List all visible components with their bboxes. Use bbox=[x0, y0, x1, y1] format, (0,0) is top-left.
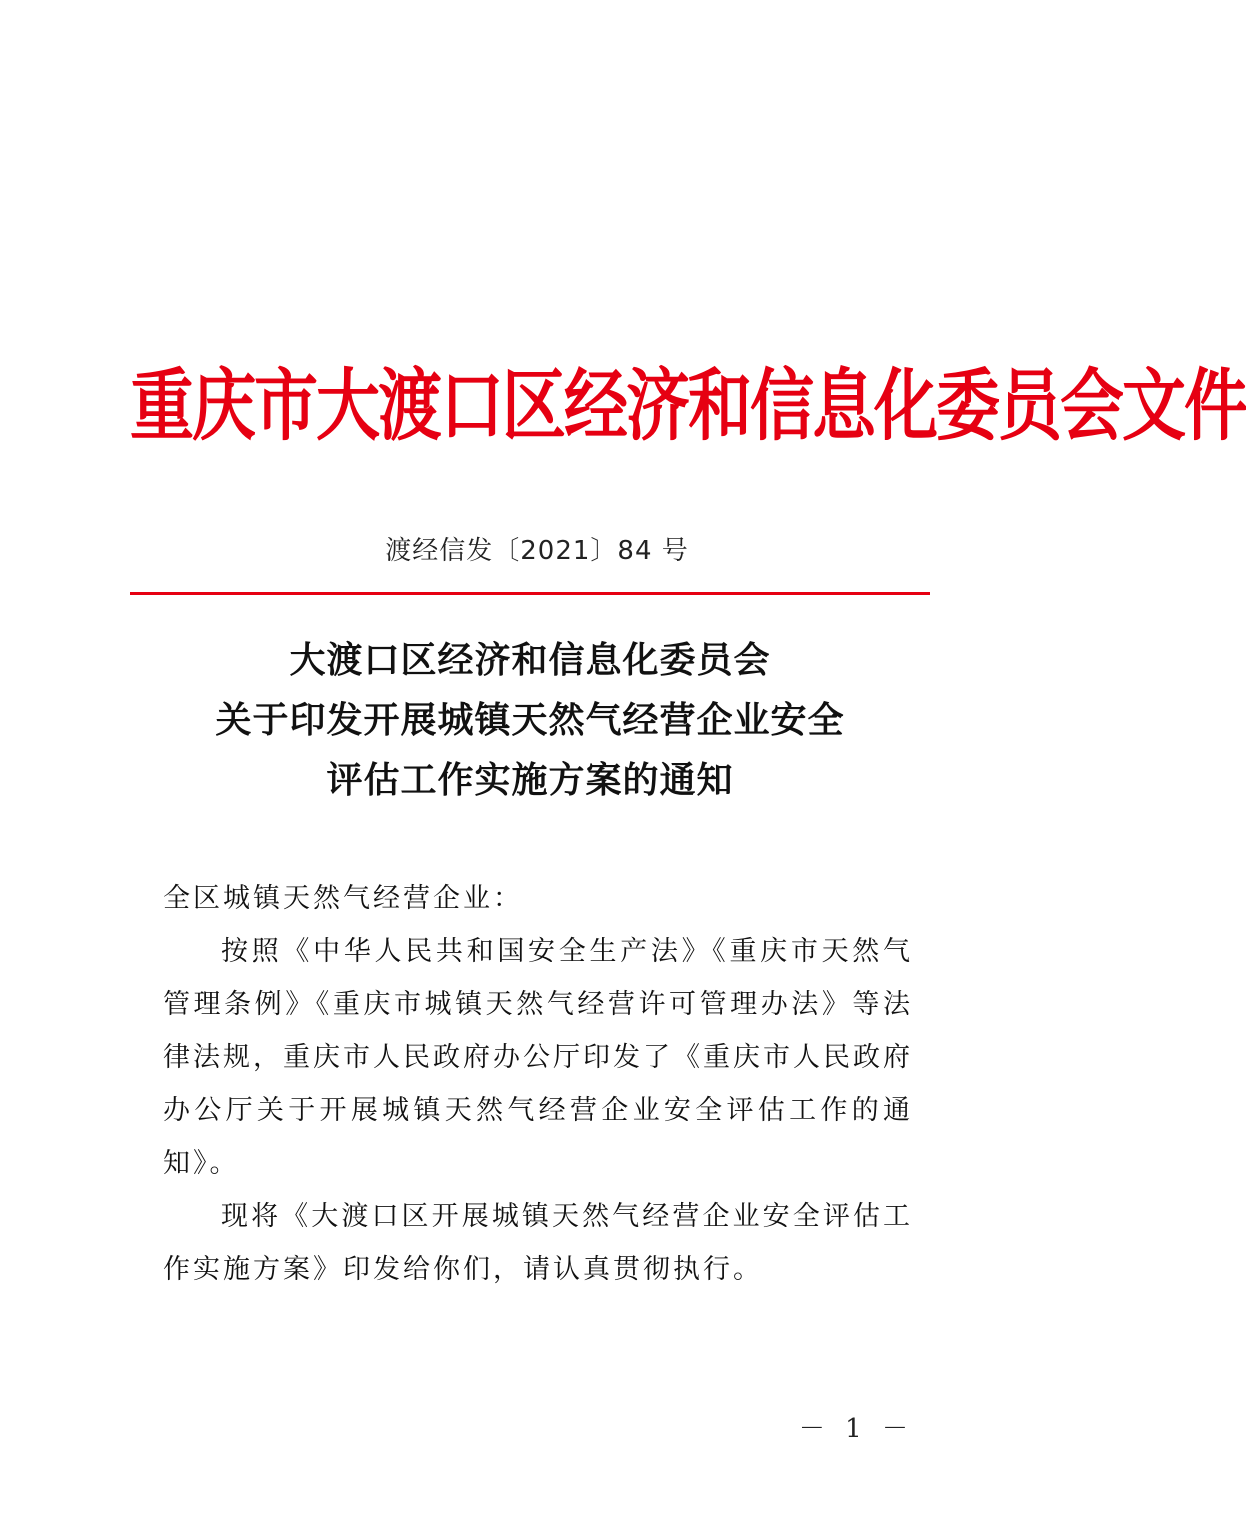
salutation: 全区城镇天然气经营企业： bbox=[163, 883, 523, 914]
body-paragraph-1: 按照《中华人民共和国安全生产法》《重庆市天然气管理条例》《重庆市城镇天然气经营许可管理办法》等法律法规，重庆市人民政府办公厅印发了《重庆市人民政府办公厅关于开展城镇天然气经营企业安全评估工作的通知》。 bbox=[163, 936, 913, 1179]
body-paragraph-2: 现将《大渡口区开展城镇天然气经营企业安全评估工作实施方案》印发给你们，请认真贯彻执行。 bbox=[163, 1201, 913, 1285]
title-line-3: 评估工作实施方案的通知 bbox=[326, 759, 734, 801]
page-number: － 1 － bbox=[798, 1414, 914, 1444]
red-divider-line bbox=[130, 592, 930, 595]
notice-body bbox=[163, 872, 913, 1296]
title-line-2: 关于印发开展城镇天然气经营企业安全 bbox=[215, 699, 845, 741]
notice-title bbox=[120, 630, 940, 810]
title-line-1: 大渡口区经济和信息化委员会 bbox=[289, 639, 771, 681]
agency-header-title: 重庆市大渡口区经济和信息化委员会文件 bbox=[130, 361, 1246, 453]
document-number: 渡经信发〔2021〕84 号 bbox=[385, 536, 689, 566]
